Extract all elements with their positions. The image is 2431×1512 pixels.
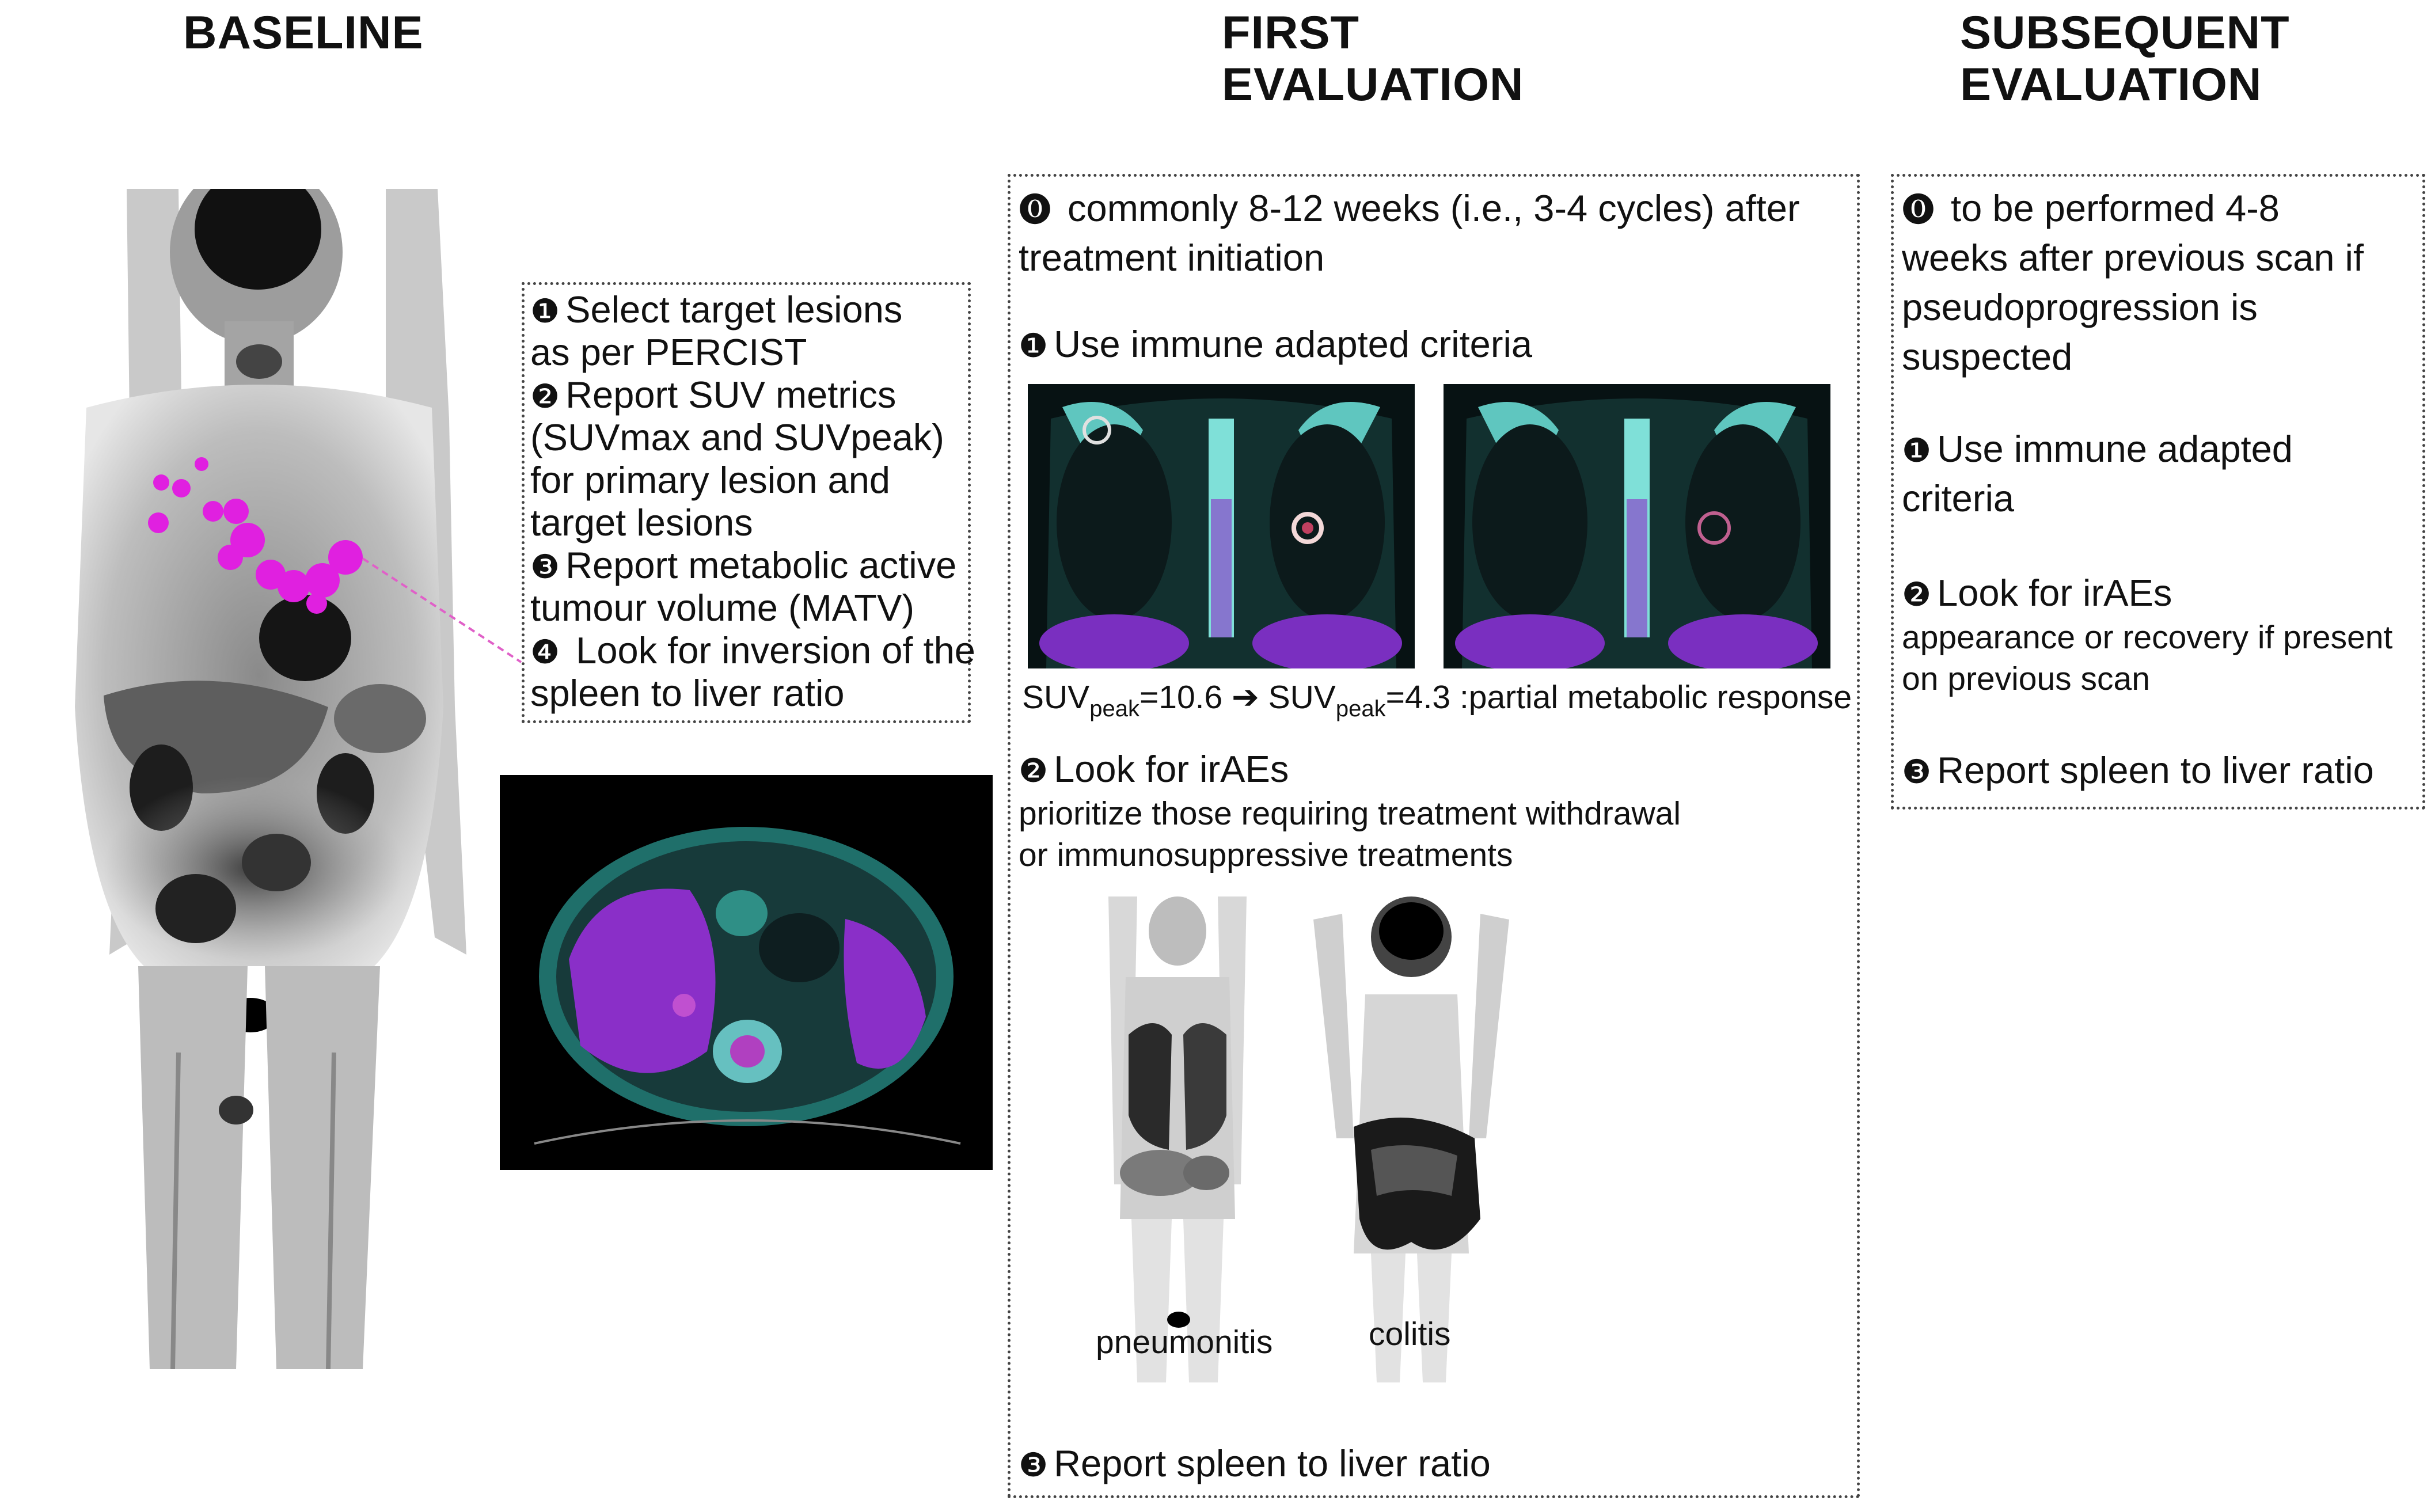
baseline-line-9: ❹ Look for inversion of the [530, 629, 975, 671]
subsequent-item2-sub2: on previous scan [1902, 660, 2150, 697]
subsequent-item0-line2: weeks after previous scan if [1902, 237, 2364, 279]
coronal-petct-after [1444, 384, 1830, 668]
subsequent-item1-line1: ❶ Use immune adapted [1902, 428, 2293, 470]
colitis-mip-image [1302, 896, 1521, 1382]
baseline-line-4: (SUVmax and SUVpeak) [530, 416, 944, 458]
subsequent-item2: ❷ Look for irAEs [1902, 572, 2172, 614]
heading-subsequent-line1: SUBSEQUENT [1960, 7, 2290, 59]
first-evaluation-box [1008, 174, 1860, 1498]
first-item2-sub2: or immunosuppressive treatments [1019, 837, 1513, 873]
baseline-line-6: target lesions [530, 502, 753, 544]
baseline-line-7: ❸ Report metabolic active [530, 544, 957, 586]
heading-first-line1: FIRST [1222, 7, 1359, 59]
heading-first-line2: EVALUATION [1222, 59, 1524, 111]
baseline-line-8: tumour volume (MATV) [530, 587, 914, 629]
subsequent-item3: ❸ Report spleen to liver ratio [1902, 749, 2374, 791]
first-item0-line2: treatment initiation [1019, 237, 1325, 279]
baseline-criteria-box [522, 282, 975, 723]
heading-first-evaluation [1222, 7, 1524, 111]
baseline-axial-ct-image [500, 775, 993, 1170]
subsequent-item0-line4: suspected [1902, 336, 2073, 378]
caption-colitis: colitis [1369, 1316, 1451, 1353]
first-item1: ❶ Use immune adapted criteria [1019, 323, 1533, 365]
first-item3: ❸ Report spleen to liver ratio [1019, 1442, 1491, 1484]
baseline-line-10: spleen to liver ratio [530, 672, 845, 714]
first-item2-sub1: prioritize those requiring treatment withdrawal [1019, 795, 1681, 832]
subsequent-evaluation-box [1891, 174, 2425, 810]
heading-baseline: BASELINE [183, 7, 424, 59]
baseline-line-2: as per PERCIST [530, 331, 807, 373]
coronal-petct-before [1028, 384, 1415, 668]
baseline-line-3: ❷ Report SUV metrics [530, 374, 897, 416]
pneumonitis-mip-image [1074, 896, 1281, 1382]
subsequent-item0-line3: pseudoprogression is [1902, 286, 2258, 328]
suv-peak-change-text: $SUV_{peak}=10.6$ ➔ $SUV_{peak}=4.3$ :partial metabolic response [1022, 679, 1852, 721]
caption-pneumonitis: pneumonitis [1096, 1324, 1273, 1361]
heading-subsequent-line2: EVALUATION [1960, 59, 2262, 111]
heading-subsequent-evaluation [1960, 7, 2290, 111]
first-item2: ❷ Look for irAEs [1019, 748, 1289, 790]
first-item0-line1: ⓿ commonly 8-12 weeks (i.e., 3-4 cycles) after [1019, 187, 1800, 229]
subsequent-item0-line1: ⓿ to be performed 4-8 [1902, 187, 2280, 229]
baseline-pet-mip-image [6, 189, 507, 1369]
baseline-line-5: for primary lesion and [530, 459, 890, 501]
subsequent-item2-sub1: appearance or recovery if present [1902, 619, 2393, 656]
lesion-pointer-line [357, 553, 524, 668]
subsequent-item1-line2: criteria [1902, 477, 2015, 519]
baseline-line-1: ❶ Select target lesions [530, 288, 903, 330]
